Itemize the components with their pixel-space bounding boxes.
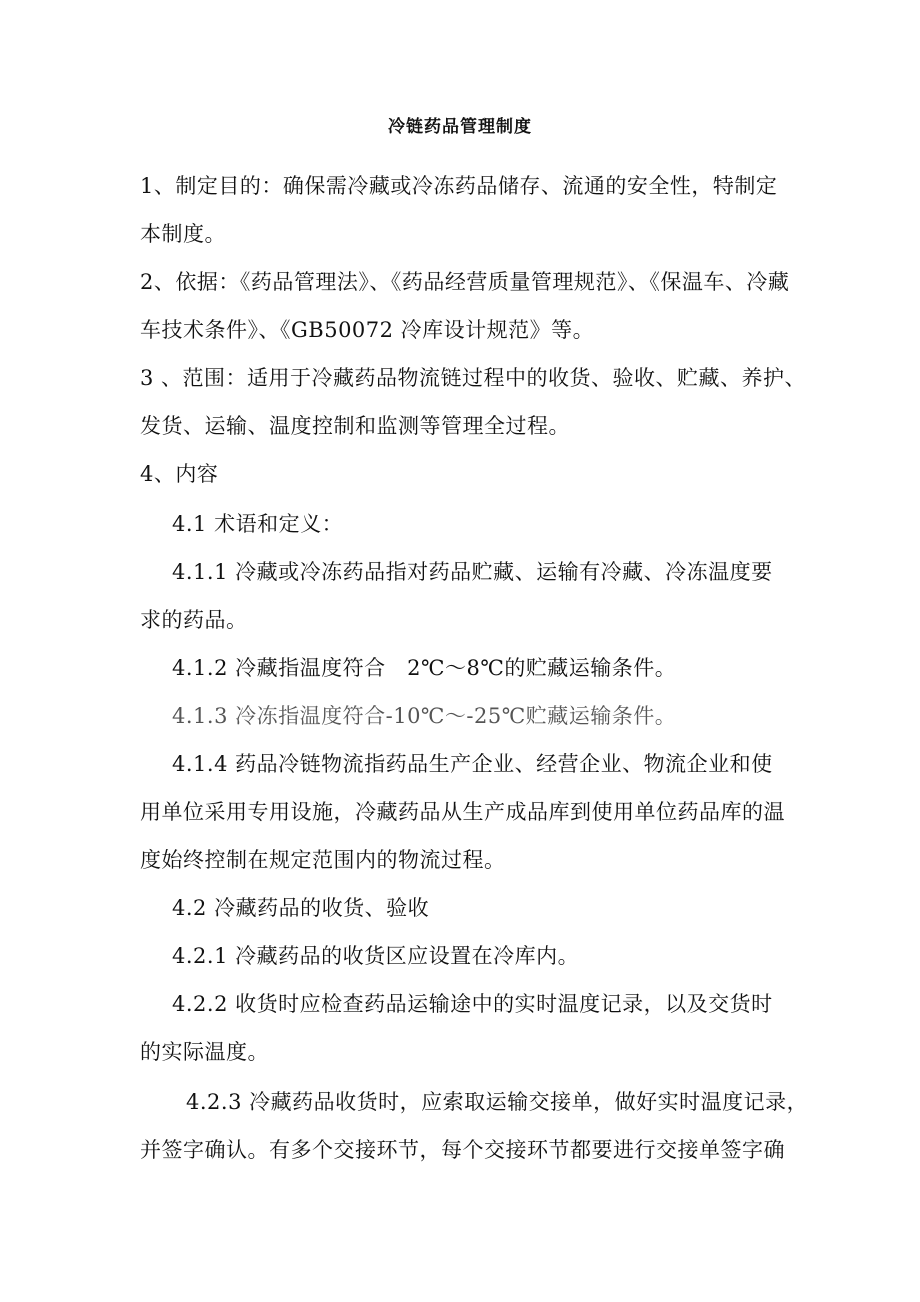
paragraph-line: 4.2.3 冷藏药品收货时，应索取运输交接单，做好实时温度记录，	[186, 1090, 809, 1114]
paragraph-line: 度始终控制在规定范围内的物流过程。	[140, 848, 506, 872]
paragraph-line: 4.1.2 冷藏指温度符合 2℃～8℃的贮藏运输条件。	[172, 656, 677, 680]
paragraph-line: 4.1 术语和定义：	[172, 512, 344, 536]
paragraph-line: 4.2 冷藏药品的收货、验收	[172, 896, 430, 920]
paragraph-line: 发货、运输、温度控制和监测等管理全过程。	[140, 414, 570, 438]
paragraph-line: 求的药品。	[140, 608, 248, 632]
paragraph-line: 并签字确认。有多个交接环节，每个交接环节都要进行交接单签字确	[140, 1138, 785, 1162]
paragraph-line: 2、依据：《药品管理法》、《药品经营质量管理规范》、《保温车、冷藏	[140, 270, 790, 294]
paragraph-line: 4.1.3 冷冻指温度符合-10℃～-25℃贮藏运输条件。	[172, 704, 677, 728]
paragraph-line: 本制度。	[140, 222, 226, 246]
paragraph-line: 车技术条件》、《GB50072 冷库设计规范》等。	[140, 318, 595, 342]
paragraph-line: 4、内容	[140, 462, 219, 486]
paragraph-line: 3 、范围：适用于冷藏药品物流链过程中的收货、验收、贮藏、养护、	[140, 366, 807, 390]
document-title: 冷链药品管理制度	[388, 117, 532, 137]
paragraph-line: 用单位采用专用设施，冷藏药品从生产成品库到使用单位药品库的温	[140, 800, 785, 824]
paragraph-line: 4.2.2 收货时应检查药品运输途中的实时温度记录，以及交货时	[172, 992, 773, 1016]
paragraph-line: 4.2.1 冷藏药品的收货区应设置在冷库内。	[172, 944, 580, 968]
paragraph-line: 1、制定目的：确保需冷藏或冷冻药品储存、流通的安全性，特制定	[140, 174, 778, 198]
paragraph-line: 的实际温度。	[140, 1040, 269, 1064]
paragraph-line: 4.1.4 药品冷链物流指药品生产企业、经营企业、物流企业和使	[172, 752, 773, 776]
paragraph-line: 4.1.1 冷藏或冷冻药品指对药品贮藏、运输有冷藏、冷冻温度要	[172, 560, 773, 584]
